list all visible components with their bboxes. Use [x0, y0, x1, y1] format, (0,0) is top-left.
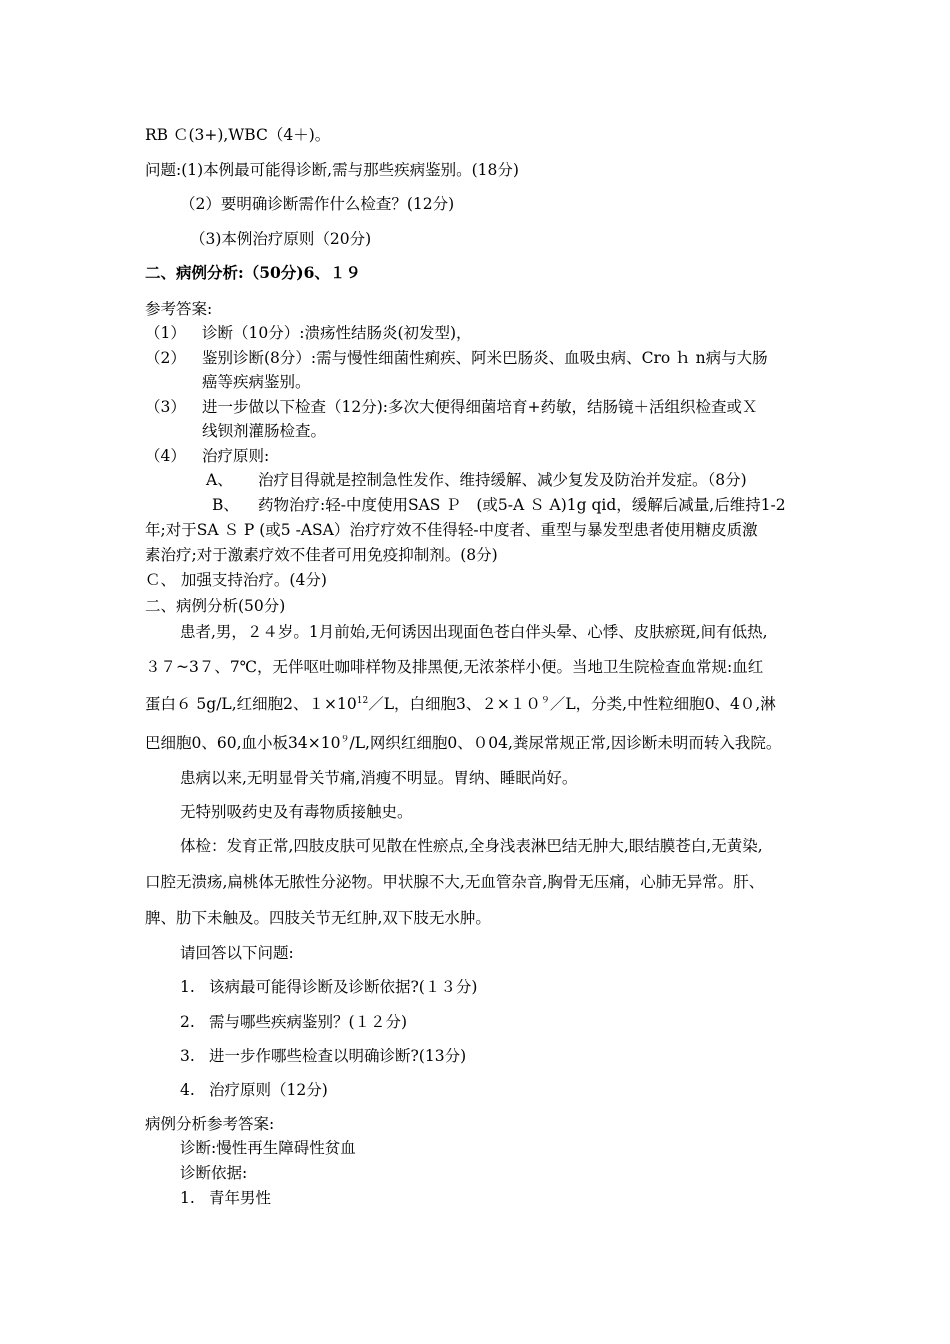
- answer-2-number: （2）: [145, 349, 186, 367]
- blood-values-text: /L,网织红细胞0、０04,粪尿常规正常,因诊断未明而转入我院。: [349, 734, 782, 752]
- case-question-3-number: 3.: [180, 1047, 195, 1065]
- answer-3-text-line-2: 线钡剂灌肠检查。: [202, 422, 327, 440]
- case-paragraph-4-line-2: 口腔无溃疡,扁桃体无脓性分泌物。甲状腺不大,无血管杂音,胸骨无压痛，心肺无异常。肝、: [145, 873, 765, 891]
- case-paragraph-4-line-1: 体检：发育正常,四肢皮肤可见散在性瘀点,全身浅表淋巴结无肿大,眼结膜苍白,无黄染,: [180, 837, 763, 855]
- case-paragraph-4-line-3: 脾、肋下未触及。四肢关节无红肿,双下肢无水肿。: [145, 909, 491, 927]
- case-question-2-text: 需与哪些疾病鉴别？(１２分): [209, 1013, 408, 1031]
- case-answer-basis-1-number: 1.: [180, 1189, 195, 1207]
- case-answer-diagnosis: 诊断:慢性再生障碍性贫血: [180, 1139, 356, 1157]
- exponent: 12: [356, 695, 369, 706]
- case-answer-heading: 病例分析参考答案:: [145, 1115, 275, 1133]
- case-paragraph-3: 无特别吸药史及有毒物质接触史。: [180, 803, 413, 821]
- section-heading-case-analysis: 二、病例分析:（50分)6、１９: [145, 263, 361, 282]
- blood-values-text: ／L，分类,中性粒细胞0、4０,淋: [549, 695, 776, 713]
- answer-2-text-line-2: 癌等疾病鉴别。: [202, 373, 311, 391]
- answer-4a-text: 治疗目得就是控制急性发作、维持缓解、减少复发及防治并发症。（8分): [258, 471, 747, 489]
- case-paragraph-2: 患病以来,无明显骨关节痛,消瘦不明显。胃纳、睡眠尚好。: [180, 769, 578, 787]
- blood-values-text: 蛋白６ 5g/L,红细胞2、１×10: [145, 695, 357, 713]
- answer-4a-label: A、: [206, 471, 233, 489]
- case-question-4-number: 4.: [180, 1081, 195, 1099]
- case-question-1-number: 1.: [180, 978, 195, 996]
- case-paragraph-1-line-3: [145, 694, 776, 714]
- questions-intro: 请回答以下问题:: [180, 944, 294, 962]
- question-3: （3)本例治疗原则（20分): [190, 230, 372, 248]
- blood-values-text: ／L，白细胞3、２×１０: [368, 695, 541, 713]
- answer-2-text-line-1: 鉴别诊断(8分）:需与慢性细菌性痢疾、阿米巴肠炎、血吸虫病、Cro ｈ n病与大肠: [202, 349, 768, 367]
- answer-1-number: （1）: [145, 324, 186, 342]
- answer-4-number: （4）: [145, 447, 186, 465]
- blood-values-text: 巴细胞0、60,血小板34×10: [145, 734, 341, 752]
- case-question-2-number: 2.: [180, 1013, 195, 1031]
- case-question-3-text: 进一步作哪些检查以明确诊断?(13分): [209, 1047, 467, 1065]
- case-question-4-text: 治疗原则（12分): [209, 1081, 328, 1099]
- case-paragraph-1-line-2: ３７~3７、7℃，无伴呕吐咖啡样物及排黑便,无浓茶样小便。当地卫生院检查血常规:血红: [145, 658, 764, 676]
- answer-4-text: 治疗原则:: [202, 447, 270, 465]
- answer-1-text: 诊断（10分）:溃疡性结肠炎(初发型)，: [202, 324, 472, 342]
- case-answer-basis-1-text: 青年男性: [209, 1189, 272, 1207]
- exponent: ９: [540, 695, 550, 706]
- exponent: ９: [340, 734, 350, 745]
- question-2: （2）要明确诊断需作什么检查？(12分): [180, 195, 455, 213]
- section-heading-case-2: 二、病例分析(50分): [145, 597, 286, 615]
- answer-4b-text-line-2: 年;对于SA Ｓ P (或5 -ASA）治疗疗效不佳得轻-中度者、重型与暴发型患者使用糖皮质激: [145, 521, 758, 539]
- answer-3-text-line-1: 进一步做以下检查（12分):多次大便得细菌培育+药敏，结肠镜＋活组织检查或Ｘ: [202, 398, 758, 416]
- answer-4b-text-line-1: 药物治疗:轻-中度使用SAS Ｐ (或5-A Ｓ A)1g qid，缓解后减量,后维持1-2: [258, 496, 786, 514]
- lab-result-line: RB Ｃ(3+),WBC（4＋)。: [145, 126, 331, 144]
- answer-4c-text: Ｃ、 加强支持治疗。(4分): [145, 571, 327, 589]
- question-1: 问题:(1)本例最可能得诊断,需与那些疾病鉴别。(18分): [145, 161, 519, 179]
- case-question-1-text: 该病最可能得诊断及诊断依据?(１３分): [209, 978, 478, 996]
- case-paragraph-1-line-4: [145, 733, 781, 753]
- case-paragraph-1-line-1: 患者,男，２４岁。1月前始,无何诱因出现面色苍白伴头晕、心悸、皮肤瘀斑,间有低热,: [180, 623, 768, 641]
- answer-4b-text-line-3: 素治疗;对于激素疗效不佳者可用免疫抑制剂。(8分): [145, 546, 498, 564]
- case-answer-basis-heading: 诊断依据:: [180, 1164, 248, 1182]
- answer-4b-label: B、: [212, 496, 239, 514]
- reference-answer-heading: 参考答案:: [145, 300, 213, 318]
- answer-3-number: （3）: [145, 398, 186, 416]
